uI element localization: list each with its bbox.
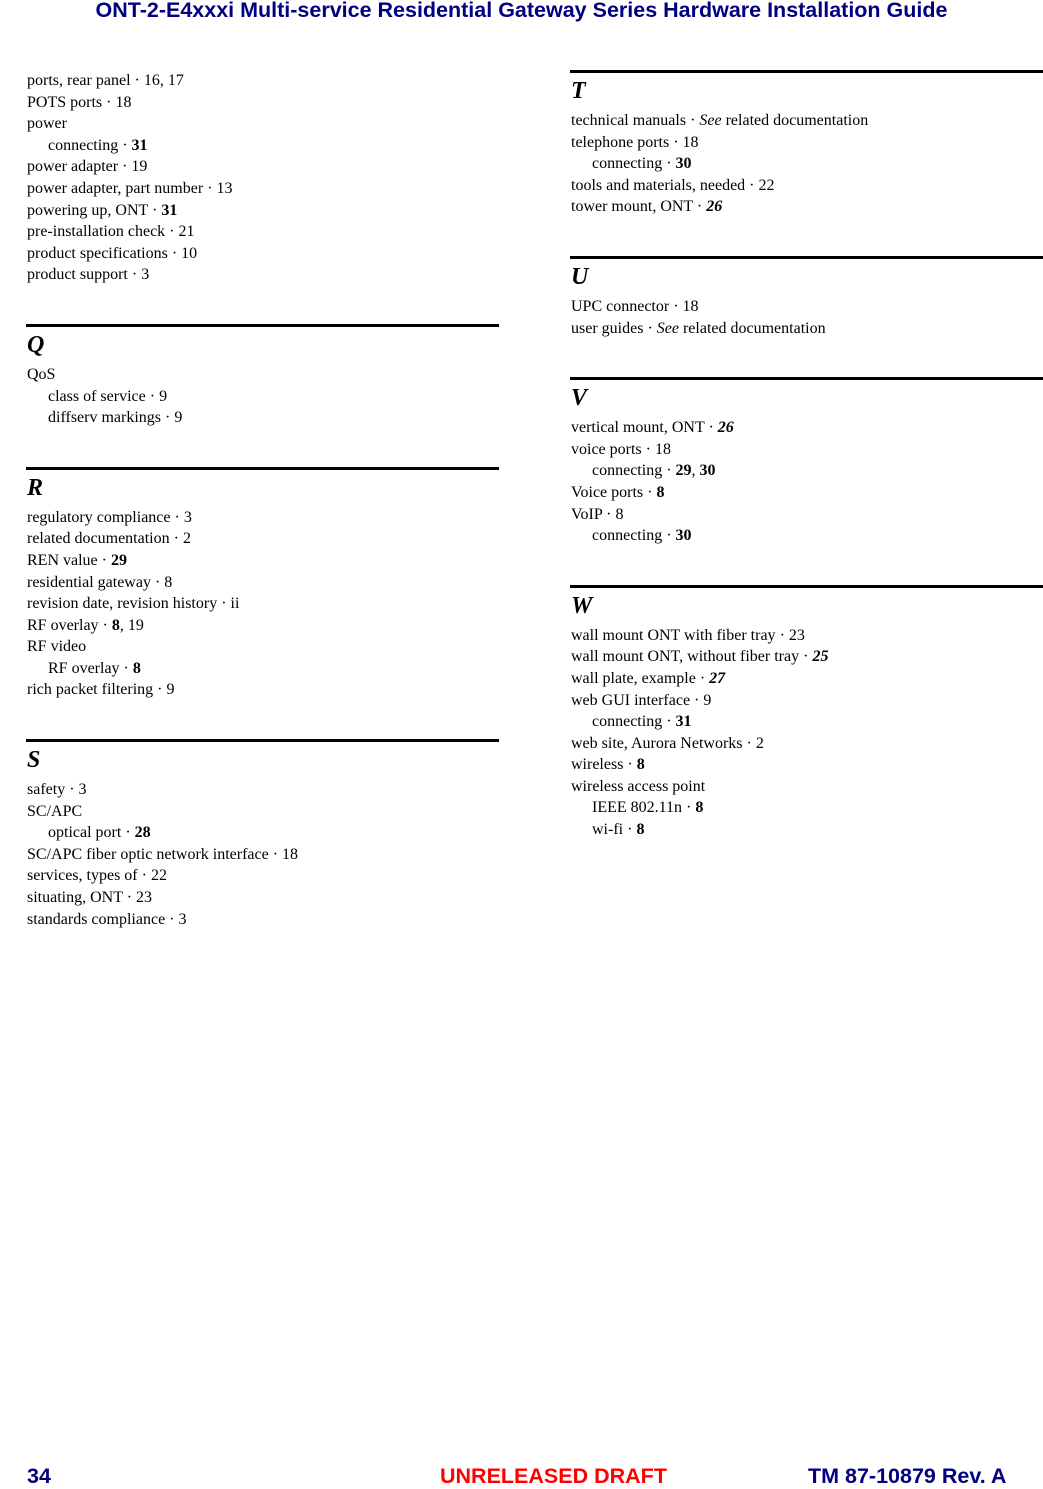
index-entry: vertical mount, ONT · 26 — [571, 419, 734, 437]
index-entry: rich packet filtering · 9 — [27, 681, 175, 699]
page-ref: 8 — [636, 756, 645, 774]
index-entry: technical manuals · See related documentation — [571, 112, 869, 129]
entry-term: power — [27, 115, 67, 133]
entry-term: related documentation — [27, 530, 170, 548]
page-ref: 9 — [174, 409, 183, 427]
index-entry: powering up, ONT · 31 — [27, 201, 178, 219]
page-ref: 8 — [636, 821, 645, 839]
entry-term: wall mount ONT with fiber tray — [571, 626, 776, 644]
entry-term: situating, ONT — [27, 889, 123, 907]
page-ref: 18 — [682, 133, 699, 151]
entry-term: REN value — [27, 551, 98, 569]
index-entry: POTS ports · 18 — [27, 93, 132, 111]
draft-status: UNRELEASED DRAFT — [440, 1464, 667, 1488]
index-entry: web GUI interface · 9 — [571, 691, 712, 709]
section-divider — [26, 739, 499, 742]
entry-term: RF video — [27, 638, 87, 656]
page-ref: 27 — [709, 669, 726, 687]
entry-term: rich packet filtering — [27, 681, 154, 699]
index-entry: VoIP · 8 — [571, 505, 624, 523]
entry-term: SC/APC — [27, 802, 83, 820]
index-column-right — [571, 70, 1043, 879]
entry-term: wireless — [571, 756, 624, 774]
index-subentry: diffserv markings · 9 — [48, 409, 183, 427]
page-ref: 8 — [132, 659, 141, 677]
page-ref: 18 — [682, 297, 699, 315]
page-ref: 22 — [758, 176, 775, 194]
page-ref: 19 — [127, 616, 144, 634]
index-entry — [27, 636, 499, 658]
index-subentry: RF overlay · 8 — [48, 659, 141, 677]
entry-term: class of service — [48, 387, 146, 405]
entry-term: voice ports — [571, 440, 642, 458]
page-ref: ii — [230, 595, 240, 613]
entry-term: product specifications — [27, 244, 168, 262]
entry-term: wall plate, example — [571, 669, 696, 687]
index-entry: ports, rear panel · 16, 17 — [27, 72, 184, 89]
entry-term: pre-installation check — [27, 223, 166, 241]
index-section-q — [27, 324, 499, 429]
index-entry: product support · 3 — [27, 266, 150, 284]
index-entry: Voice ports · 8 — [571, 483, 665, 501]
section-letter: W — [571, 592, 593, 619]
index-subentry: connecting · 29, 30 — [592, 462, 716, 480]
index-subentry: class of service · 9 — [48, 387, 168, 405]
entry-term: standards compliance — [27, 910, 166, 928]
entry-term: connecting — [592, 462, 663, 480]
entry-term: connecting — [592, 527, 663, 545]
page-ref: 25 — [812, 648, 829, 666]
page-ref: 9 — [159, 387, 168, 405]
entry-term: diffserv markings — [48, 409, 162, 427]
index-column-left — [27, 70, 499, 968]
page-ref: 18 — [115, 93, 132, 111]
page-ref: 3 — [178, 910, 187, 928]
index-entry: UPC connector · 18 — [571, 297, 699, 315]
page-ref: 3 — [78, 781, 87, 799]
see-reference: See — [656, 319, 679, 337]
page-number: 34 — [27, 1464, 51, 1488]
page-ref: 30 — [675, 155, 692, 173]
page-ref: 8 — [695, 799, 704, 817]
page-ref: 13 — [216, 179, 233, 197]
index-entry: regulatory compliance · 3 — [27, 508, 192, 526]
page-ref: 3 — [141, 266, 150, 284]
index-entry: related documentation · 2 — [27, 530, 191, 548]
page-ref: 31 — [131, 136, 148, 154]
index-entry: residential gateway · 8 — [27, 573, 173, 591]
entry-term: wall mount ONT, without fiber tray — [571, 648, 800, 666]
section-divider — [26, 467, 499, 470]
page-ref: 8 — [615, 505, 624, 523]
section-divider — [26, 324, 499, 327]
entry-term: vertical mount, ONT — [571, 419, 705, 437]
page-ref: 23 — [136, 889, 153, 907]
index-subentry: connecting · 31 — [48, 136, 148, 154]
index-entry: safety · 3 — [27, 781, 87, 799]
index-entry — [27, 364, 499, 386]
index-subentry: optical port · 28 — [48, 824, 151, 842]
index-entry: wall mount ONT with fiber tray · 23 — [571, 626, 805, 644]
entry-term: connecting — [48, 136, 119, 154]
entry-term: QoS — [27, 365, 56, 383]
see-target: related documentation — [678, 319, 826, 337]
section-letter: T — [571, 78, 586, 104]
see-target: related documentation — [721, 112, 869, 129]
page-ref: 3 — [183, 508, 192, 526]
section-letter: V — [571, 385, 588, 412]
entry-term: telephone ports — [571, 133, 670, 151]
section-divider — [570, 256, 1043, 259]
page-ref: 16 — [143, 72, 160, 89]
index-entry — [571, 776, 1043, 798]
index-entry: RF overlay · 8, 19 — [27, 616, 144, 634]
page-ref: 19 — [131, 158, 148, 176]
page-ref: 30 — [675, 527, 692, 545]
page-header-title: ONT-2-E4xxxi Multi-service Residential Gateway Series Hardware Installation Guide — [95, 0, 948, 22]
page-ref: 9 — [166, 681, 175, 699]
entry-term: wi-fi — [592, 821, 624, 839]
page-ref: 29 — [675, 462, 692, 480]
page-ref: 31 — [675, 713, 692, 731]
page-ref: 9 — [703, 691, 712, 709]
index-section-w — [571, 585, 1043, 841]
page-ref: 31 — [161, 201, 178, 219]
entry-term: UPC connector — [571, 297, 670, 315]
entry-term: connecting — [592, 155, 663, 173]
index-entry — [27, 113, 499, 135]
index-section-t — [571, 70, 1043, 218]
section-letter: Q — [27, 331, 45, 358]
entry-term: web GUI interface — [571, 691, 691, 709]
entry-term: residential gateway — [27, 573, 151, 591]
section-divider — [570, 70, 1043, 73]
index-entry: tower mount, ONT · 26 — [571, 198, 723, 216]
index-entry: web site, Aurora Networks · 2 — [571, 734, 764, 752]
entry-term: power adapter, part number — [27, 179, 204, 197]
index-subentry: connecting · 30 — [592, 527, 692, 545]
page-ref: 8 — [656, 483, 665, 501]
entry-term: tower mount, ONT — [571, 198, 693, 216]
entry-term: connecting — [592, 713, 663, 731]
index-entry: SC/APC fiber optic network interface · 18 — [27, 845, 299, 863]
index-entry: power adapter, part number · 13 — [27, 179, 233, 197]
page-ref: 2 — [182, 530, 191, 548]
entry-term: regulatory compliance — [27, 508, 171, 526]
entry-term: IEEE 802.11n — [592, 799, 683, 817]
index-entry: pre-installation check · 21 — [27, 223, 195, 241]
page-ref: 2 — [755, 734, 764, 752]
document-id: TM 87-10879 Rev. A — [808, 1464, 1007, 1488]
index-entry: user guides · See related documentation — [571, 319, 826, 337]
page-ref: 22 — [150, 867, 167, 885]
page-ref: 18 — [282, 845, 299, 863]
page-ref: 8 — [164, 573, 173, 591]
entry-term: user guides — [571, 319, 644, 337]
index-section-r — [27, 467, 499, 701]
index-section-u — [571, 256, 1043, 339]
entry-term: safety — [27, 781, 66, 799]
entry-term: web site, Aurora Networks — [571, 734, 743, 752]
section-divider — [570, 585, 1043, 588]
index-entry: product specifications · 10 — [27, 244, 198, 262]
see-reference: See — [699, 112, 722, 129]
index-subentry: connecting · 30 — [592, 155, 692, 173]
index-entry: situating, ONT · 23 — [27, 889, 153, 907]
page-ref: 18 — [654, 440, 671, 458]
entry-term: RF overlay — [48, 659, 120, 677]
index-entry: telephone ports · 18 — [571, 133, 699, 151]
page-ref: 10 — [181, 244, 198, 262]
page-ref: 26 — [717, 419, 734, 437]
index-entry: tools and materials, needed · 22 — [571, 176, 775, 194]
page-ref: 8 — [111, 616, 120, 634]
entry-term: optical port — [48, 824, 122, 842]
entry-term: powering up, ONT — [27, 201, 149, 219]
page-ref: 26 — [706, 198, 723, 216]
index-entry: wireless · 8 — [571, 756, 645, 774]
page-ref: 30 — [699, 462, 716, 480]
index-entry: voice ports · 18 — [571, 440, 671, 458]
index-subentry: wi-fi · 8 — [592, 821, 645, 839]
index-entry: REN value · 29 — [27, 551, 127, 569]
entry-term: revision date, revision history — [27, 595, 218, 613]
index-entry: wall plate, example · 27 — [571, 669, 726, 687]
index-section-v — [571, 377, 1043, 547]
index-subentry: connecting · 31 — [592, 713, 692, 731]
entry-term: power adapter — [27, 158, 119, 176]
section-letter: R — [27, 474, 44, 501]
index-section-s — [27, 739, 499, 930]
page-ref: 28 — [134, 824, 151, 842]
entry-term: wireless access point — [571, 777, 706, 795]
page-ref: 21 — [178, 223, 195, 241]
entry-term: services, types of — [27, 867, 138, 885]
entry-term: VoIP — [571, 505, 603, 523]
entry-term: technical manuals — [571, 112, 687, 129]
entry-term: product support — [27, 266, 128, 284]
index-entry: services, types of · 22 — [27, 867, 167, 885]
entry-term: RF overlay — [27, 616, 99, 634]
page-ref: 17 — [167, 72, 184, 89]
index-entry: standards compliance · 3 — [27, 910, 187, 928]
index-entry: revision date, revision history · ii — [27, 595, 240, 613]
section-letter: U — [571, 263, 589, 290]
entry-term: Voice ports — [571, 483, 644, 501]
index-subentry: IEEE 802.11n · 8 — [592, 799, 704, 817]
index-entry — [27, 801, 499, 823]
index-entry: wall mount ONT, without fiber tray · 25 — [571, 648, 829, 666]
entry-term: tools and materials, needed — [571, 176, 746, 194]
section-divider — [570, 377, 1043, 380]
entry-term: POTS ports — [27, 93, 103, 111]
index-continuation — [27, 70, 499, 286]
entry-term: ports, rear panel — [27, 72, 131, 89]
entry-term: SC/APC fiber optic network interface — [27, 845, 269, 863]
section-letter: S — [27, 747, 41, 774]
page-ref: 29 — [110, 551, 127, 569]
index-entry: power adapter · 19 — [27, 158, 148, 176]
page-ref: 23 — [788, 626, 805, 644]
